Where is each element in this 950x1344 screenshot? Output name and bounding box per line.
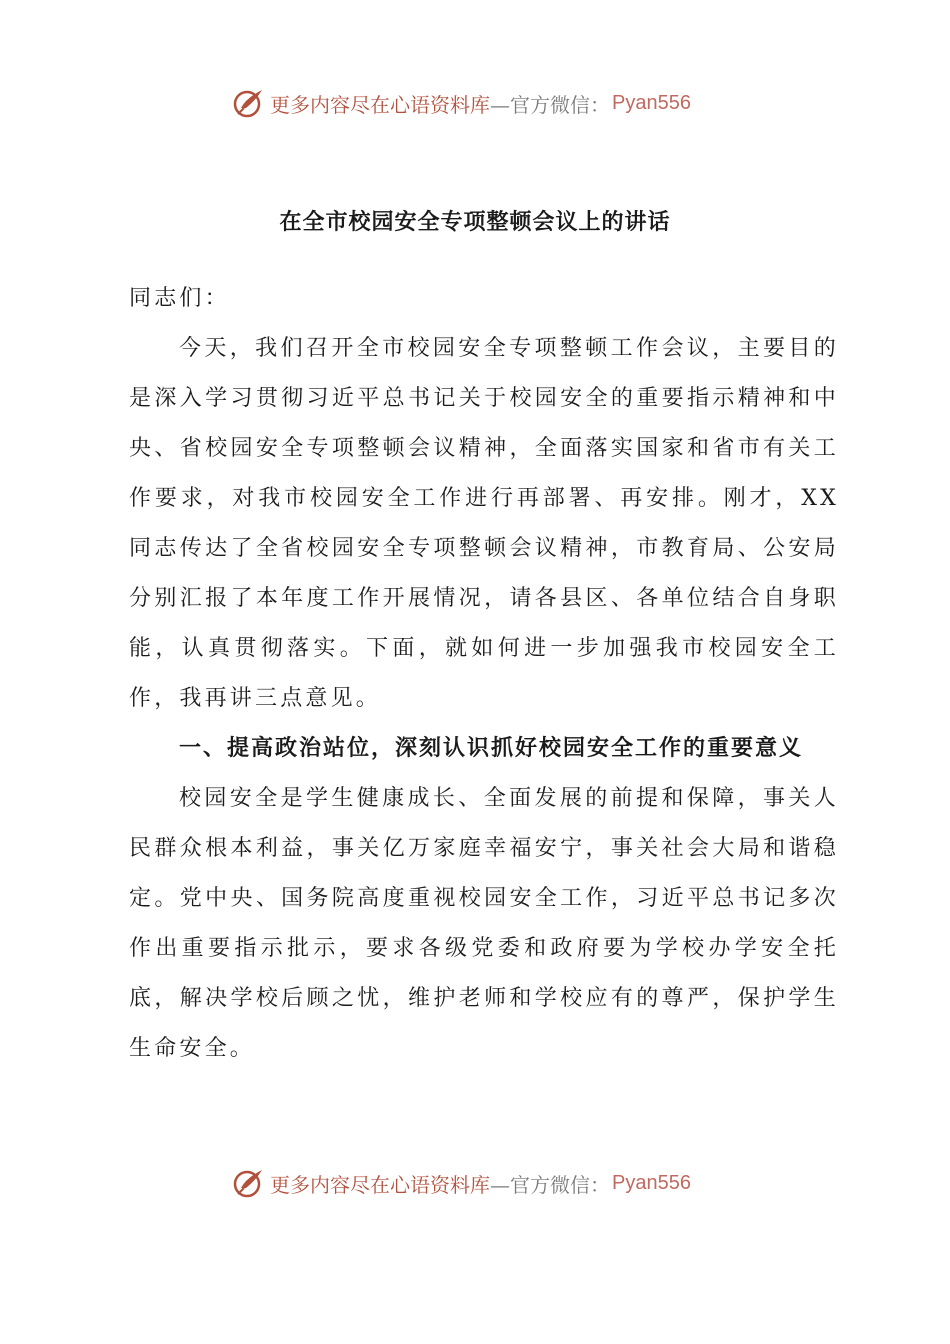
watermark-dash-text: —官方微信： (490, 1172, 610, 1197)
quill-pen-logo-icon (232, 1166, 266, 1200)
section-1-paragraph: 校园安全是学生健康成长、全面发展的前提和保障，事关人民群众根本利益，事关亿万家庭幸福安宁，事关社会大局和谐稳定。党中央、国务院高度重视校园安全工作，习近平总书记多次作出重要指示批示，要求各级党委和政府要为学校办学安全托底，解决学校后顾之忧，维护老师和学校应有的尊严，保护学生生命安全。 (129, 786, 839, 1061)
watermark-wechat-id: Pyan556 (612, 91, 691, 114)
watermark-dash-text: —官方微信： (490, 92, 610, 117)
footer-watermark (232, 1163, 691, 1203)
watermark-site-text: 更多内容尽在心语资料库 (270, 1172, 490, 1197)
section-heading-1: 一、提高政治站位，深刻认识抓好校园安全工作的重要意义 (179, 736, 804, 761)
watermark-wechat-id: Pyan556 (612, 1171, 691, 1194)
salutation: 同志们： (129, 286, 230, 311)
quill-pen-logo-icon (232, 86, 266, 120)
document-body (129, 274, 839, 1074)
header-watermark (232, 83, 691, 123)
intro-paragraph: 今天，我们召开全市校园安全专项整顿工作会议，主要目的是深入学习贯彻习近平总书记关于校园安全的重要指示精神和中央、省校园安全专项整顿会议精神，全面落实国家和省市有关工作要求，对我市校园安全工作进行再部署、再安排。刚才，XX同志传达了全省校园安全专项整顿会议精神，市教育局、公安局分别汇报了本年度工作开展情况，请各县区、各单位结合自身职能，认真贯彻落实。下面，就如何进一步加强我市校园安全工作，我再讲三点意见。 (129, 336, 839, 711)
document-title: 在全市校园安全专项整顿会议上的讲话 (279, 210, 671, 235)
watermark-site-text: 更多内容尽在心语资料库 (270, 92, 490, 117)
